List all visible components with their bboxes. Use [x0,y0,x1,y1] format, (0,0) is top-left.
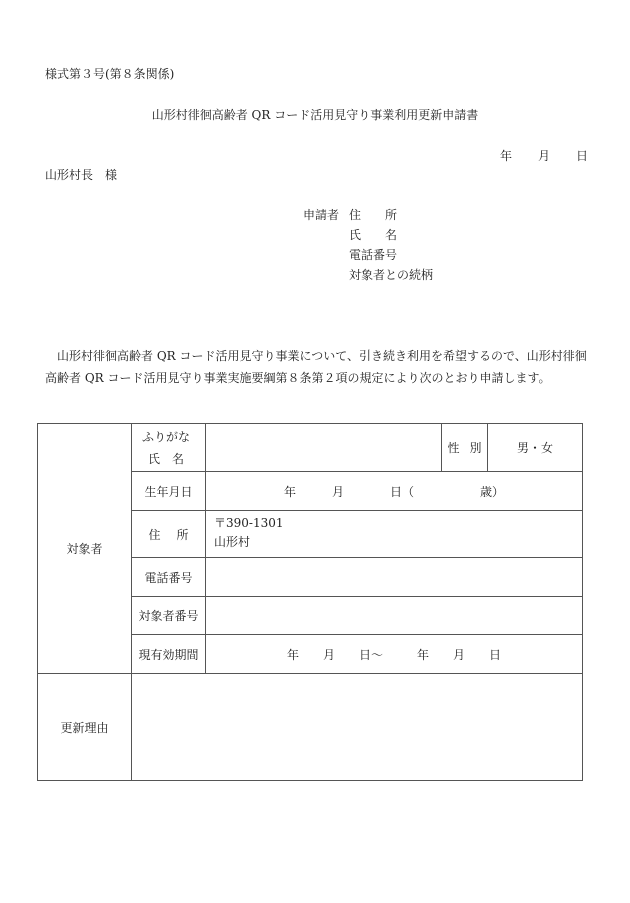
applicant-phone-label: 電話番号 [349,248,398,262]
application-date [500,147,588,164]
subject-number-label: 対象者番号 [132,597,206,635]
document-title: 山形村徘徊高齢者 QR コード活用見守り事業利用更新申請書 [151,108,479,122]
birthdate-label: 生年月日 [132,472,206,511]
name-field[interactable] [206,424,442,472]
validity-period-field[interactable]: 年 月 日〜 年 月 日 [206,635,583,674]
applicant-relation-label: 対象者との続柄 [349,268,434,282]
birthdate-field[interactable]: 年 月 日（ 歳） [206,472,583,511]
renewal-reason-field[interactable] [132,674,583,781]
form-number: 様式第３号(第８条関係) [45,67,175,81]
applicant-label: 申請者 [303,208,340,222]
gender-field[interactable]: 男・女 [488,424,583,472]
applicant-address-label: 住 所 [349,208,397,222]
applicant-name-label: 氏 名 [349,228,397,242]
postal-code: 〒390-1301 [214,516,284,530]
application-statement: 山形村徘徊高齢者 QR コード活用見守り事業について、引き続き利用を希望するので、山形村徘徊高齢者 QR コード活用見守り事業実施要綱第８条第２項の規定により次のとおり申請します。 [45,349,587,385]
address-value: 山形村 [214,535,251,549]
subject-label: 対象者 [38,424,132,674]
phone-label: 電話番号 [132,558,206,597]
date-month: 月 [537,149,550,163]
subject-info-table [37,423,583,781]
addressee: 山形村長 様 [45,168,118,182]
validity-period-label: 現有効期間 [132,635,206,674]
phone-field[interactable] [206,558,583,597]
renewal-reason-label: 更新理由 [38,674,132,781]
address-label: 住 所 [132,511,206,558]
date-year: 年 [500,149,513,163]
applicant-block [303,206,433,286]
subject-number-field[interactable] [206,597,583,635]
date-day: 日 [575,149,588,163]
address-field[interactable] [206,511,583,558]
furigana-name-label: ふりがな 氏 名 [132,424,206,472]
gender-label: 性 別 [442,424,488,472]
